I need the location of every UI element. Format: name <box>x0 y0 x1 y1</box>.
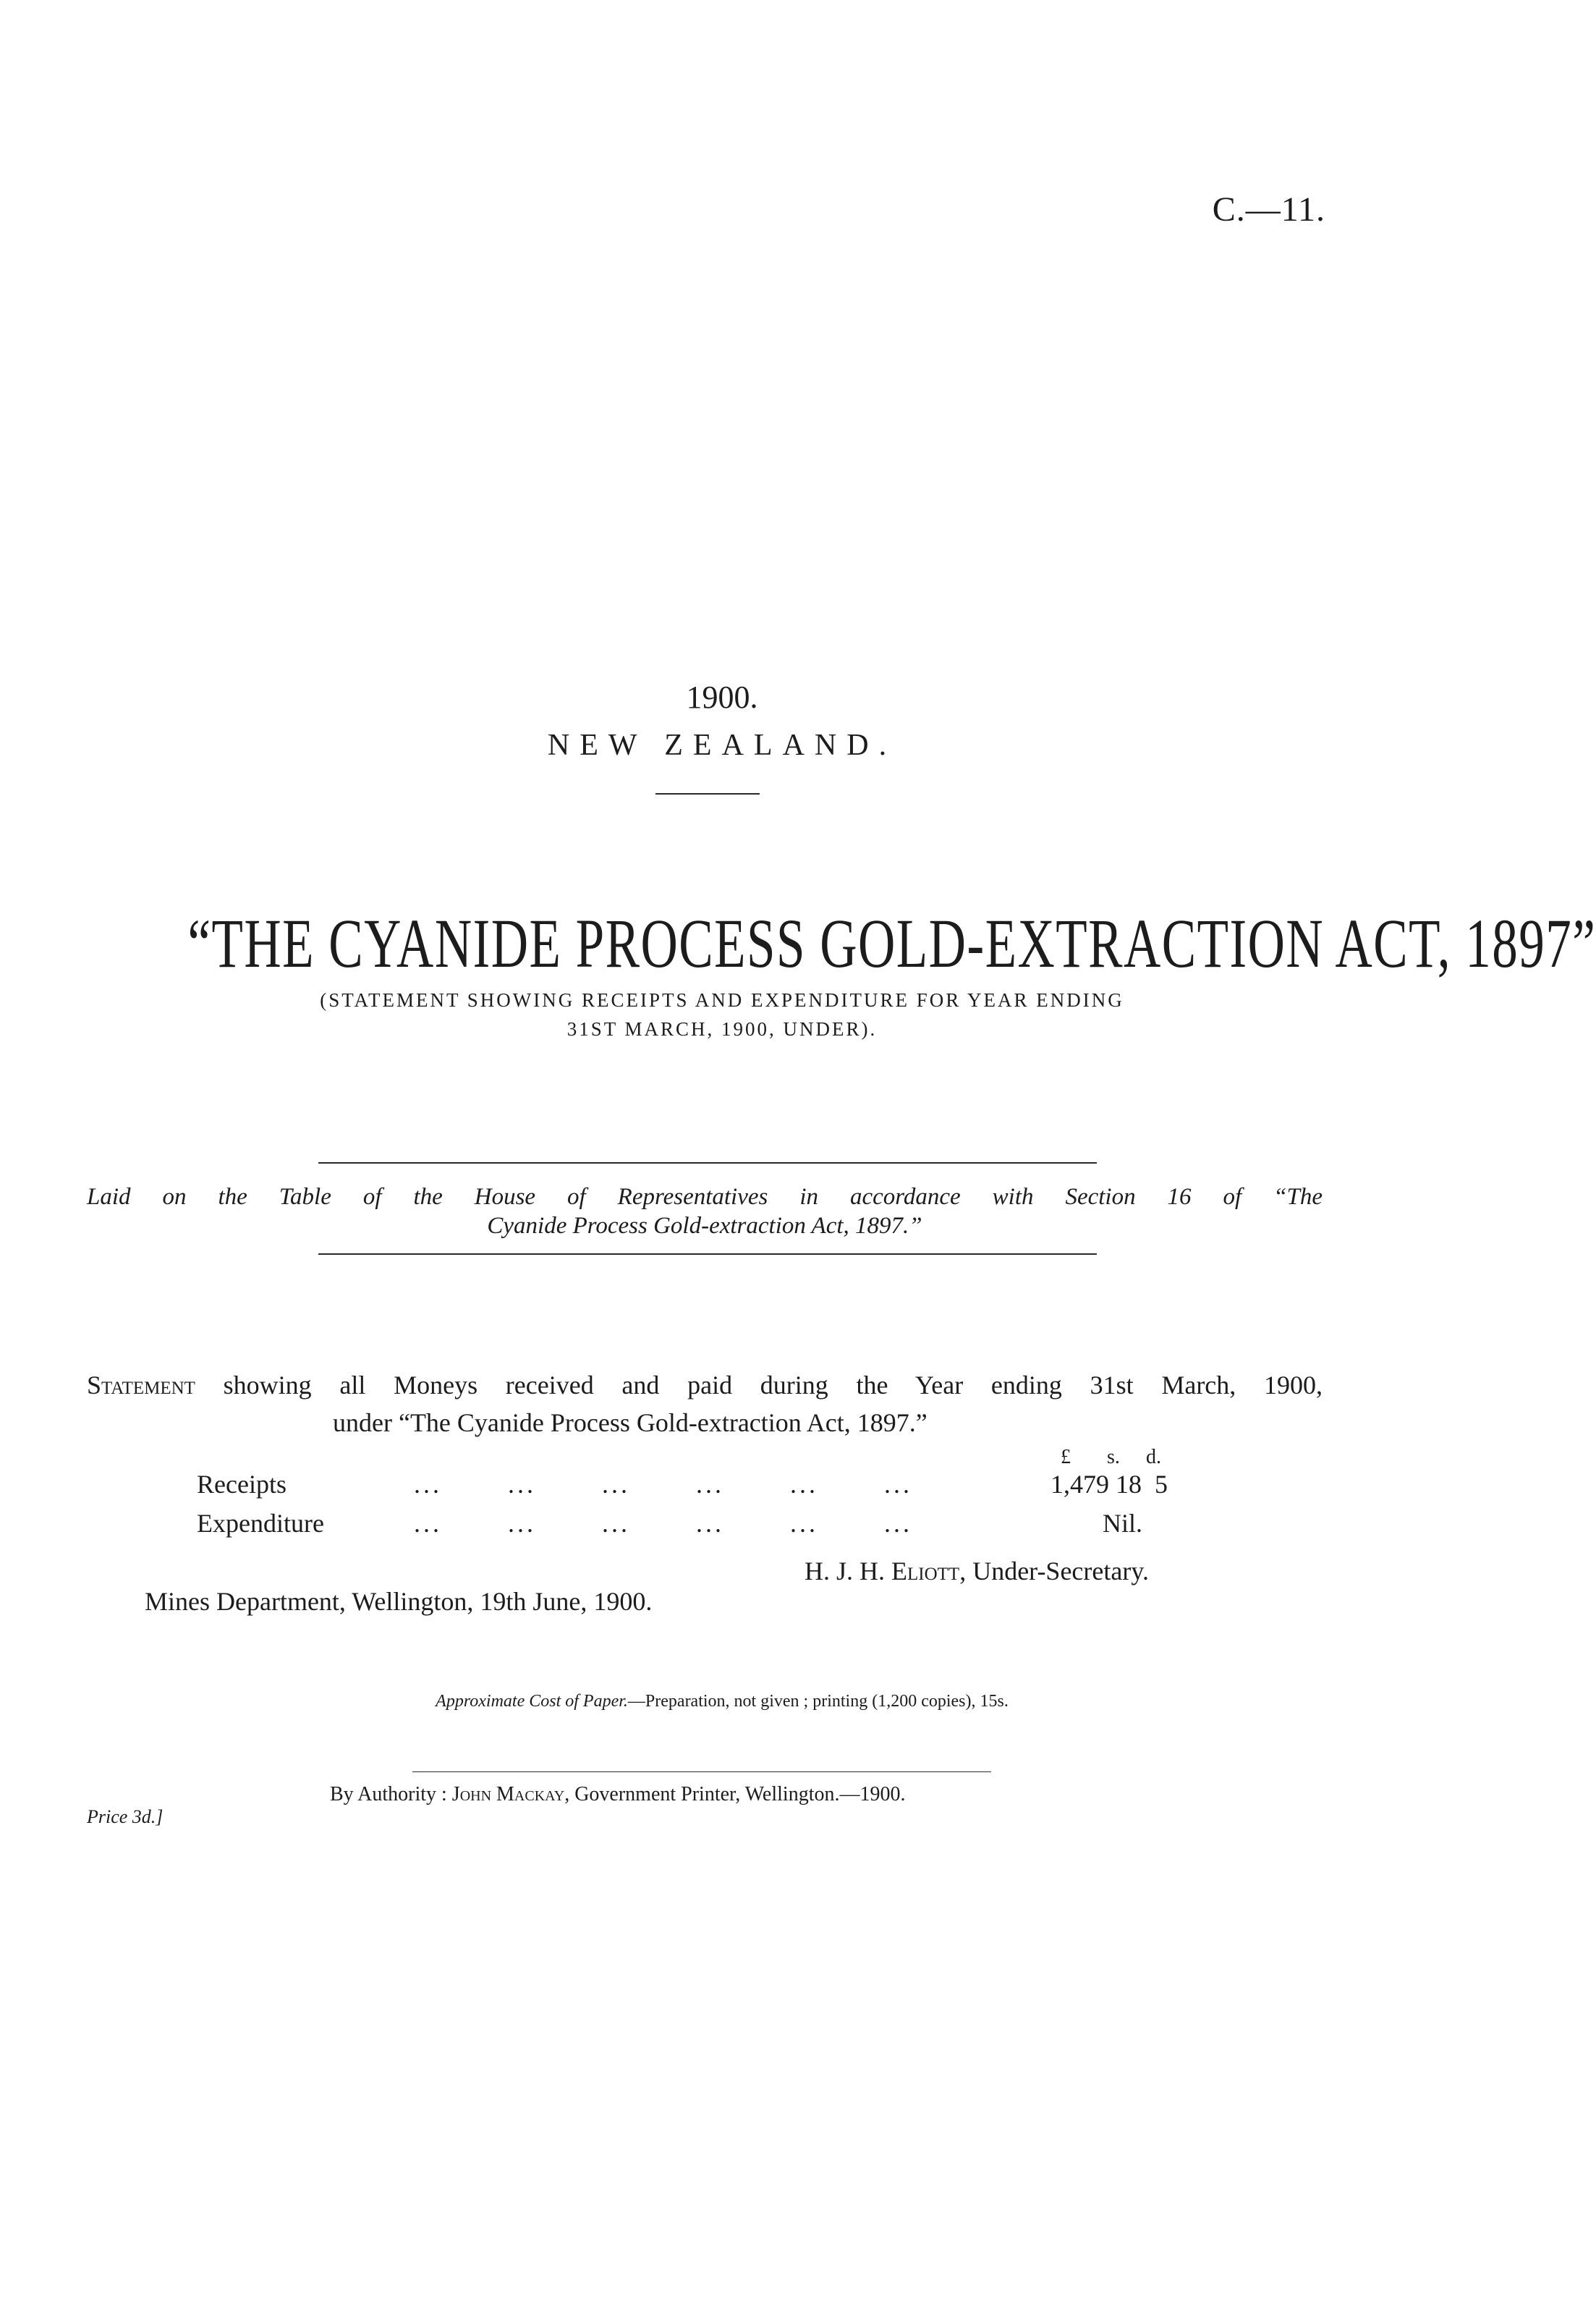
cost-text: —Preparation, not given ; printing (1,200 copies), 15s. <box>627 1692 1009 1711</box>
signatory-initials: H. J. H. <box>805 1557 892 1585</box>
laid-line-2: Cyanide Process Gold-extraction Act, 1897.” <box>487 1213 922 1239</box>
imprint-suffix: , Government Printer, Wellington.—1900. <box>564 1783 906 1805</box>
imprint-prefix: By Authority : <box>330 1783 452 1805</box>
signatory <box>805 1556 1149 1586</box>
price-note: Price 3d.] <box>87 1806 164 1827</box>
act-subtitle-line-2: 31ST MARCH, 1900, UNDER). <box>566 1018 878 1040</box>
statement-lead: Statement <box>87 1371 195 1400</box>
pounds-column-header: £ <box>1061 1446 1071 1468</box>
approximate-cost-note <box>0 1692 1444 1711</box>
signatory-surname: Eliott <box>891 1557 960 1585</box>
signatory-title: , Under-Secretary. <box>959 1557 1150 1585</box>
laid-line-1: Laid on the Table of the House of Representatives in accordance with Section 16 of “The <box>87 1184 1323 1210</box>
expenditure-row <box>197 1508 1268 1544</box>
printer-imprint <box>330 1783 905 1806</box>
act-subtitle-line-1: (STATEMENT SHOWING RECEIPTS AND EXPENDITURE FOR YEAR ENDING <box>320 989 1124 1011</box>
receipts-amount: 1,479 18 5 <box>1050 1470 1168 1499</box>
act-subtitle <box>0 986 1444 1043</box>
masthead-divider <box>655 793 760 795</box>
expenditure-amount: Nil. <box>1103 1509 1143 1538</box>
publication-year: 1900. <box>686 679 758 715</box>
statement-heading <box>87 1366 1323 1441</box>
pence-column-header: d. <box>1146 1446 1161 1468</box>
receipts-row <box>197 1469 1268 1505</box>
imprint-printer: John Mackay <box>451 1783 565 1805</box>
statement-line-1 <box>87 1366 1323 1404</box>
statement-line-1-text: showing all Moneys received and paid during the Year ending 31st March, 1900, <box>195 1371 1323 1400</box>
laid-on-table-note <box>87 1182 1323 1240</box>
expenditure-leader-dots: ... ... ... ... ... ... <box>414 1509 912 1538</box>
laid-top-rule <box>318 1162 1097 1164</box>
receipts-leader-dots: ... ... ... ... ... ... <box>414 1470 912 1499</box>
statement-line-2: under “The Cyanide Process Gold-extraction Act, 1897.” <box>333 1408 928 1437</box>
cost-label: Approximate Cost of Paper. <box>436 1692 628 1711</box>
act-title: “THE CYANIDE PROCESS GOLD-EXTRACTION ACT, 1897” <box>187 905 1596 982</box>
document-reference: C.—11. <box>1212 190 1325 229</box>
imprint-rule <box>412 1771 991 1772</box>
dateline: Mines Department, Wellington, 19th June, 1900. <box>145 1587 653 1616</box>
shillings-column-header: s. <box>1107 1446 1120 1468</box>
country-heading: NEW ZEALAND. <box>547 729 897 762</box>
laid-bottom-rule <box>318 1253 1097 1255</box>
receipts-label: Receipts <box>197 1470 286 1499</box>
expenditure-label: Expenditure <box>197 1509 324 1538</box>
